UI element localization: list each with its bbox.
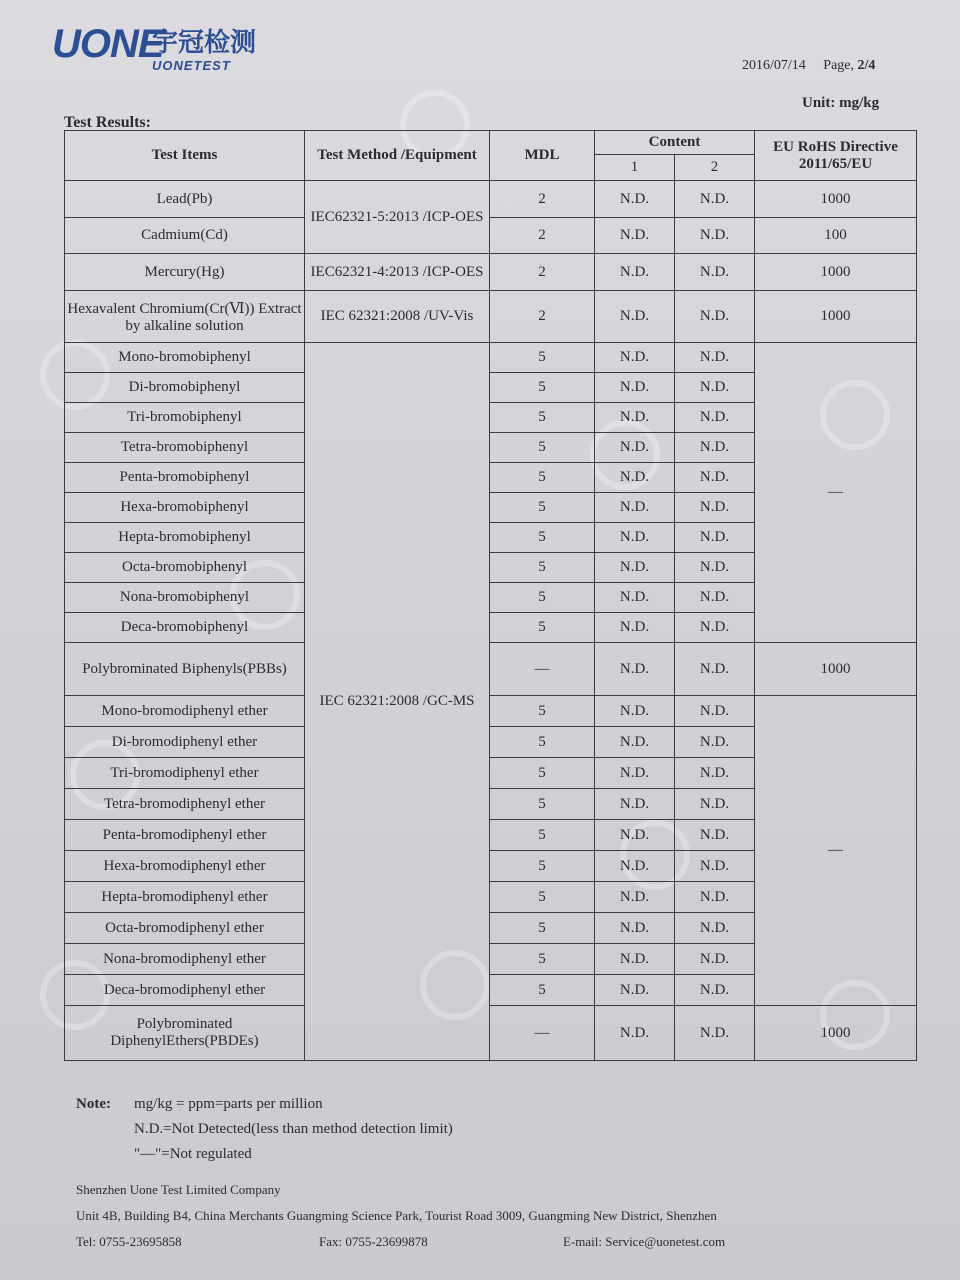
test-item: Hexa-bromodiphenyl ether [65,851,305,882]
mdl-value: — [490,643,595,696]
test-item: Di-bromobiphenyl [65,373,305,403]
content-2-value: N.D. [675,218,755,254]
mdl-value: 5 [490,789,595,820]
note-line: "—"=Not regulated [134,1146,252,1162]
content-1-value: N.D. [595,696,675,727]
content-1-value: N.D. [595,433,675,463]
limit-value: — [755,696,917,1006]
test-item: Tetra-bromobiphenyl [65,433,305,463]
tel: Tel: 0755-23695858 [76,1234,182,1249]
report-date-page [742,58,875,74]
content-1-value: N.D. [595,583,675,613]
mdl-value: 5 [490,913,595,944]
mdl-value: 5 [490,727,595,758]
test-item: Mercury(Hg) [65,254,305,291]
table-row [65,696,917,727]
content-2-value: N.D. [675,463,755,493]
content-1-value: N.D. [595,1006,675,1061]
table-row-total [65,1006,917,1061]
test-item-total: Polybrominated DiphenylEthers(PBDEs) [65,1006,305,1061]
content-2-value: N.D. [675,254,755,291]
test-item: Tetra-bromodiphenyl ether [65,789,305,820]
test-item: Mono-bromobiphenyl [65,343,305,373]
company-address: Unit 4B, Building B4, China Merchants Guangming Science Park, Tourist Road 3009, Guangming New District, Shenzhen [76,1208,717,1223]
content-2-value: N.D. [675,433,755,463]
header-test-method: Test Method /Equipment [305,131,490,181]
content-1-value: N.D. [595,613,675,643]
test-item: Mono-bromodiphenyl ether [65,696,305,727]
content-2-value: N.D. [675,820,755,851]
test-item: Octa-bromodiphenyl ether [65,913,305,944]
content-2-value: N.D. [675,643,755,696]
content-2-value: N.D. [675,696,755,727]
content-2-value: N.D. [675,553,755,583]
test-item: Di-bromodiphenyl ether [65,727,305,758]
logo-mark: UONE [52,22,164,66]
mdl-value: 5 [490,523,595,553]
content-1-value: N.D. [595,758,675,789]
content-2-value: N.D. [675,583,755,613]
content-2-value: N.D. [675,613,755,643]
test-item: Hepta-bromodiphenyl ether [65,882,305,913]
mdl-value: — [490,1006,595,1061]
mdl-value: 5 [490,553,595,583]
results-table [64,130,917,1061]
content-1-value: N.D. [595,727,675,758]
test-item: Hexavalent Chromium(Cr(Ⅵ)) Extract by alkaline solution [65,291,305,343]
header-test-items: Test Items [65,131,305,181]
content-2-value: N.D. [675,727,755,758]
mdl-value: 2 [490,181,595,218]
test-method: IEC62321-5:2013 /ICP-OES [305,181,490,254]
mdl-value: 5 [490,463,595,493]
header-content-1: 1 [595,155,675,181]
note-label: Note: [76,1096,111,1112]
mdl-value: 5 [490,343,595,373]
content-2-value: N.D. [675,944,755,975]
results-table-body [65,131,917,1061]
limit-value: 1000 [755,254,917,291]
fax: Fax: 0755-23699878 [319,1234,428,1249]
content-2-value: N.D. [675,181,755,218]
company-name: Shenzhen Uone Test Limited Company [76,1182,281,1197]
content-1-value: N.D. [595,820,675,851]
content-2-value: N.D. [675,1006,755,1061]
content-1-value: N.D. [595,882,675,913]
mdl-value: 5 [490,613,595,643]
content-2-value: N.D. [675,913,755,944]
content-2-value: N.D. [675,291,755,343]
test-item: Penta-bromodiphenyl ether [65,820,305,851]
content-2-value: N.D. [675,373,755,403]
section-title: Test Results: [64,114,151,131]
content-1-value: N.D. [595,523,675,553]
header-mdl: MDL [490,131,595,181]
content-2-value: N.D. [675,851,755,882]
limit-value: 1000 [755,291,917,343]
unit-label: Unit: mg/kg [802,95,880,111]
page-number: 2/4 [857,58,876,73]
content-1-value: N.D. [595,343,675,373]
logo-chinese-name: 宇冠检测 [152,28,257,58]
mdl-value: 5 [490,403,595,433]
mdl-value: 2 [490,254,595,291]
table-row [65,181,917,218]
content-1-value: N.D. [595,403,675,433]
note-line: N.D.=Not Detected(less than method detection limit) [134,1121,453,1137]
note-line: mg/kg = ppm=parts per million [134,1096,323,1112]
test-item: Tri-bromodiphenyl ether [65,758,305,789]
content-2-value: N.D. [675,403,755,433]
content-2-value: N.D. [675,758,755,789]
mdl-value: 5 [490,944,595,975]
limit-value: 100 [755,218,917,254]
test-method: IEC 62321:2008 /UV-Vis [305,291,490,343]
test-item-total: Polybrominated Biphenyls(PBBs) [65,643,305,696]
header-eu-rohs-directive: EU RoHS Directive 2011/65/EU [755,131,917,181]
table-row [65,218,917,254]
content-1-value: N.D. [595,643,675,696]
limit-value: 1000 [755,181,917,218]
content-1-value: N.D. [595,373,675,403]
content-2-value: N.D. [675,493,755,523]
mdl-value: 5 [490,758,595,789]
content-1-value: N.D. [595,218,675,254]
notes [76,1092,453,1167]
table-row [65,254,917,291]
mdl-value: 5 [490,820,595,851]
mdl-value: 5 [490,493,595,523]
content-1-value: N.D. [595,789,675,820]
mdl-value: 5 [490,851,595,882]
table-header-row [65,131,917,155]
content-2-value: N.D. [675,343,755,373]
test-method: IEC62321-4:2013 /ICP-OES [305,254,490,291]
mdl-value: 2 [490,291,595,343]
table-row [65,343,917,373]
limit-value: 1000 [755,1006,917,1061]
header-content-2: 2 [675,155,755,181]
table-row [65,291,917,343]
content-2-value: N.D. [675,523,755,553]
content-1-value: N.D. [595,463,675,493]
test-item: Hepta-bromobiphenyl [65,523,305,553]
content-2-value: N.D. [675,789,755,820]
test-method: IEC 62321:2008 /GC-MS [305,343,490,1061]
limit-value: — [755,343,917,643]
test-item: Tri-bromobiphenyl [65,403,305,433]
mdl-value: 5 [490,583,595,613]
test-item: Nona-bromobiphenyl [65,583,305,613]
content-1-value: N.D. [595,975,675,1006]
mdl-value: 5 [490,373,595,403]
test-item: Penta-bromobiphenyl [65,463,305,493]
email: E-mail: Service@uonetest.com [563,1234,726,1249]
header-content: Content [595,131,755,155]
content-1-value: N.D. [595,851,675,882]
content-1-value: N.D. [595,181,675,218]
content-1-value: N.D. [595,254,675,291]
content-2-value: N.D. [675,975,755,1006]
table-row-total [65,643,917,696]
content-1-value: N.D. [595,553,675,583]
mdl-value: 5 [490,433,595,463]
mdl-value: 5 [490,882,595,913]
mdl-value: 2 [490,218,595,254]
logo-subtitle: UONETEST [152,58,231,73]
test-item: Deca-bromobiphenyl [65,613,305,643]
report-date: 2016/07/14 [742,58,806,73]
limit-value: 1000 [755,643,917,696]
page-label: Page, [823,58,854,73]
test-item: Nona-bromodiphenyl ether [65,944,305,975]
test-item: Lead(Pb) [65,181,305,218]
test-item: Deca-bromodiphenyl ether [65,975,305,1006]
test-item: Octa-bromobiphenyl [65,553,305,583]
content-1-value: N.D. [595,913,675,944]
test-item: Hexa-bromobiphenyl [65,493,305,523]
contact-line [76,1234,776,1250]
test-item: Cadmium(Cd) [65,218,305,254]
mdl-value: 5 [490,696,595,727]
content-1-value: N.D. [595,944,675,975]
content-1-value: N.D. [595,291,675,343]
mdl-value: 5 [490,975,595,1006]
company-logo [52,16,282,80]
content-2-value: N.D. [675,882,755,913]
content-1-value: N.D. [595,493,675,523]
